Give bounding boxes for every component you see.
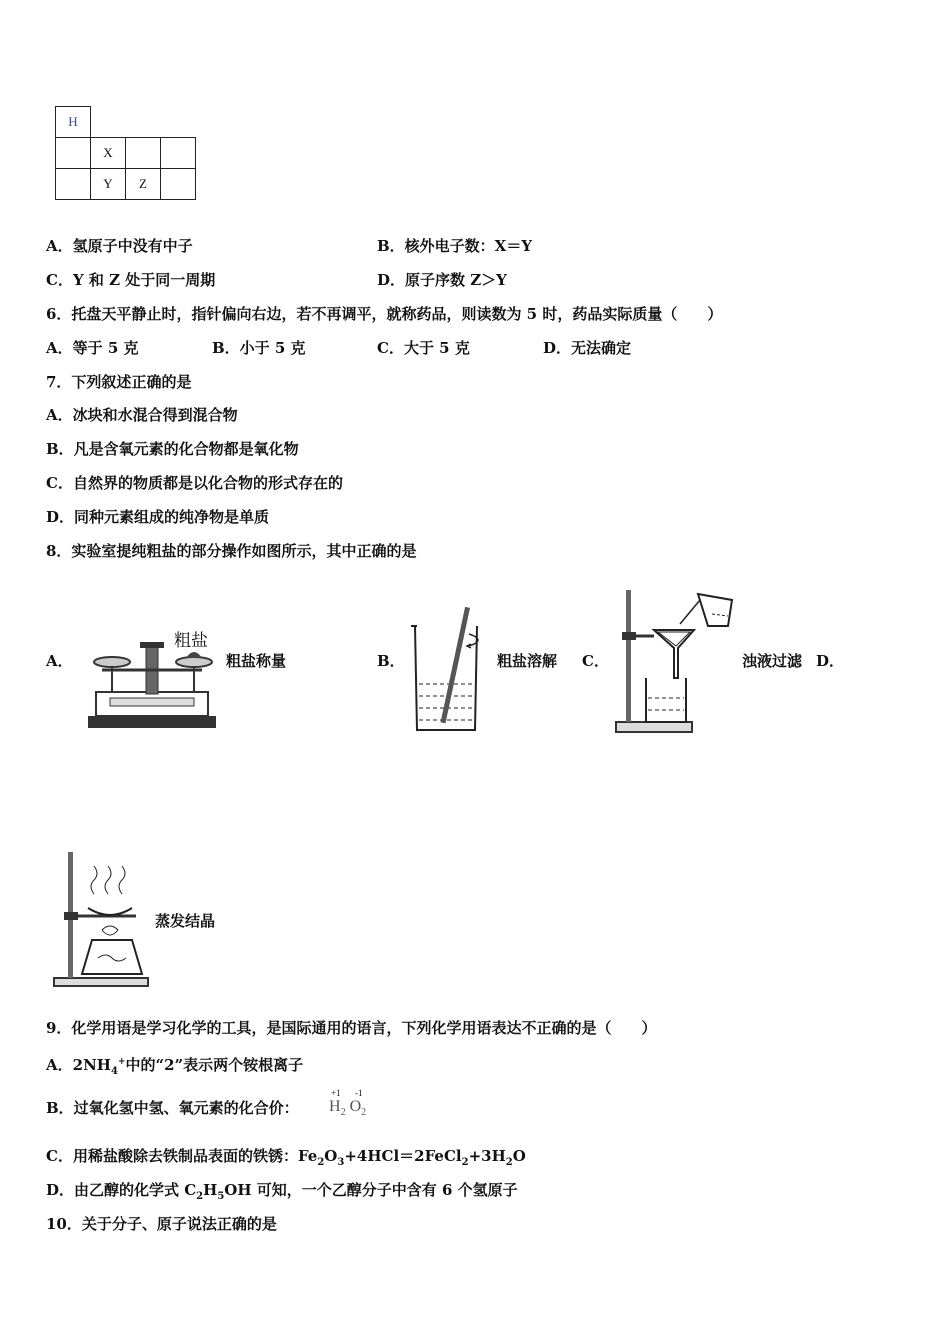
q8-option-d-caption: 蒸发结晶	[155, 912, 216, 930]
q8-option-b-label: B．	[377, 652, 405, 670]
formula-h2o2: $H_2$ $O_2$	[329, 1098, 367, 1119]
cell	[126, 138, 161, 169]
q9-a-pre: A．2NH	[46, 1056, 111, 1074]
q7-option-a: A．冰块和水混合得到混合物	[46, 406, 238, 424]
q6-option-b: B．小于 5 克	[212, 339, 306, 357]
q9-a-post: 中的“2”表示两个铵根离子	[125, 1056, 304, 1074]
q8-option-a-label: A．	[46, 652, 73, 670]
cell-h: H	[56, 107, 91, 138]
q8-option-a-caption: 粗盐称量	[226, 652, 287, 670]
cell	[56, 138, 91, 169]
q8-option-d-label: D．	[816, 652, 845, 670]
q5-option-d: D．原子序数 Z＞Y	[377, 271, 507, 289]
q8-stem: 8．实验室提纯粗盐的部分操作如图所示，其中正确的是	[46, 542, 417, 560]
q5-option-a: A．氢原子中没有中子	[46, 237, 193, 255]
q7-stem: 7．下列叙述正确的是	[46, 373, 192, 391]
q8-option-c-label: C．	[582, 652, 609, 670]
q7-option-b: B．凡是含氧元素的化合物都是氧化物	[46, 440, 299, 458]
q9-option-b	[46, 1098, 299, 1118]
cell	[161, 169, 196, 200]
periodic-table-fragment	[55, 106, 196, 200]
q9-option-a	[46, 1052, 303, 1082]
cell-y: Y	[91, 169, 126, 200]
q6-option-a: A．等于 5 克	[46, 339, 139, 357]
q6-option-d: D．无法确定	[543, 339, 632, 357]
cell-z: Z	[126, 169, 161, 200]
balance-figure	[82, 626, 222, 734]
q6-option-c: C．大于 5 克	[377, 339, 470, 357]
q9-a-sub: 4	[110, 1066, 118, 1077]
q9-b-text: B．过氧化氢中氢、氧元素的化合价：	[46, 1099, 299, 1117]
q5-option-c: C．Y 和 Z 处于同一周期	[46, 271, 216, 289]
beaker-stirring-figure	[405, 604, 497, 734]
q8-option-b-caption: 粗盐溶解	[497, 652, 558, 670]
cell	[161, 138, 196, 169]
valence-o: -1	[355, 1088, 363, 1098]
evaporation-figure	[52, 850, 152, 988]
q8-option-c-caption: 浊液过滤	[742, 652, 803, 670]
q7-option-d: D．同种元素组成的纯净物是单质	[46, 508, 270, 526]
q9-option-c: C．用稀盐酸除去铁制品表面的铁锈：$Fe_2O_3+4HCl=2FeCl_2+3H_2O$	[46, 1147, 526, 1168]
cell-x: X	[91, 138, 126, 169]
cell	[56, 169, 91, 200]
q5-option-b: B．核外电子数：X＝Y	[377, 237, 533, 255]
q9-option-d: D．由乙醇的化学式 $C_2H_5OH$ 可知，一个乙醇分子中含有 6 个氢原子	[46, 1181, 518, 1202]
q9-a-sup: +	[117, 1057, 126, 1067]
q6-stem: 6．托盘天平静止时，指针偏向右边，若不再调平，就称药品，则读数为 5 时，药品实际质量（ ）	[46, 305, 723, 323]
q10-stem: 10．关于分子、原子说法正确的是	[46, 1215, 277, 1233]
balance-figure-label: 粗盐	[174, 631, 208, 651]
filtration-figure	[612, 586, 742, 734]
q9-stem: 9．化学用语是学习化学的工具，是国际通用的语言，下列化学用语表达不正确的是（ ）	[46, 1019, 657, 1037]
q7-option-c: C．自然界的物质都是以化合物的形式存在的	[46, 474, 343, 492]
valence-h: +1	[331, 1088, 341, 1098]
